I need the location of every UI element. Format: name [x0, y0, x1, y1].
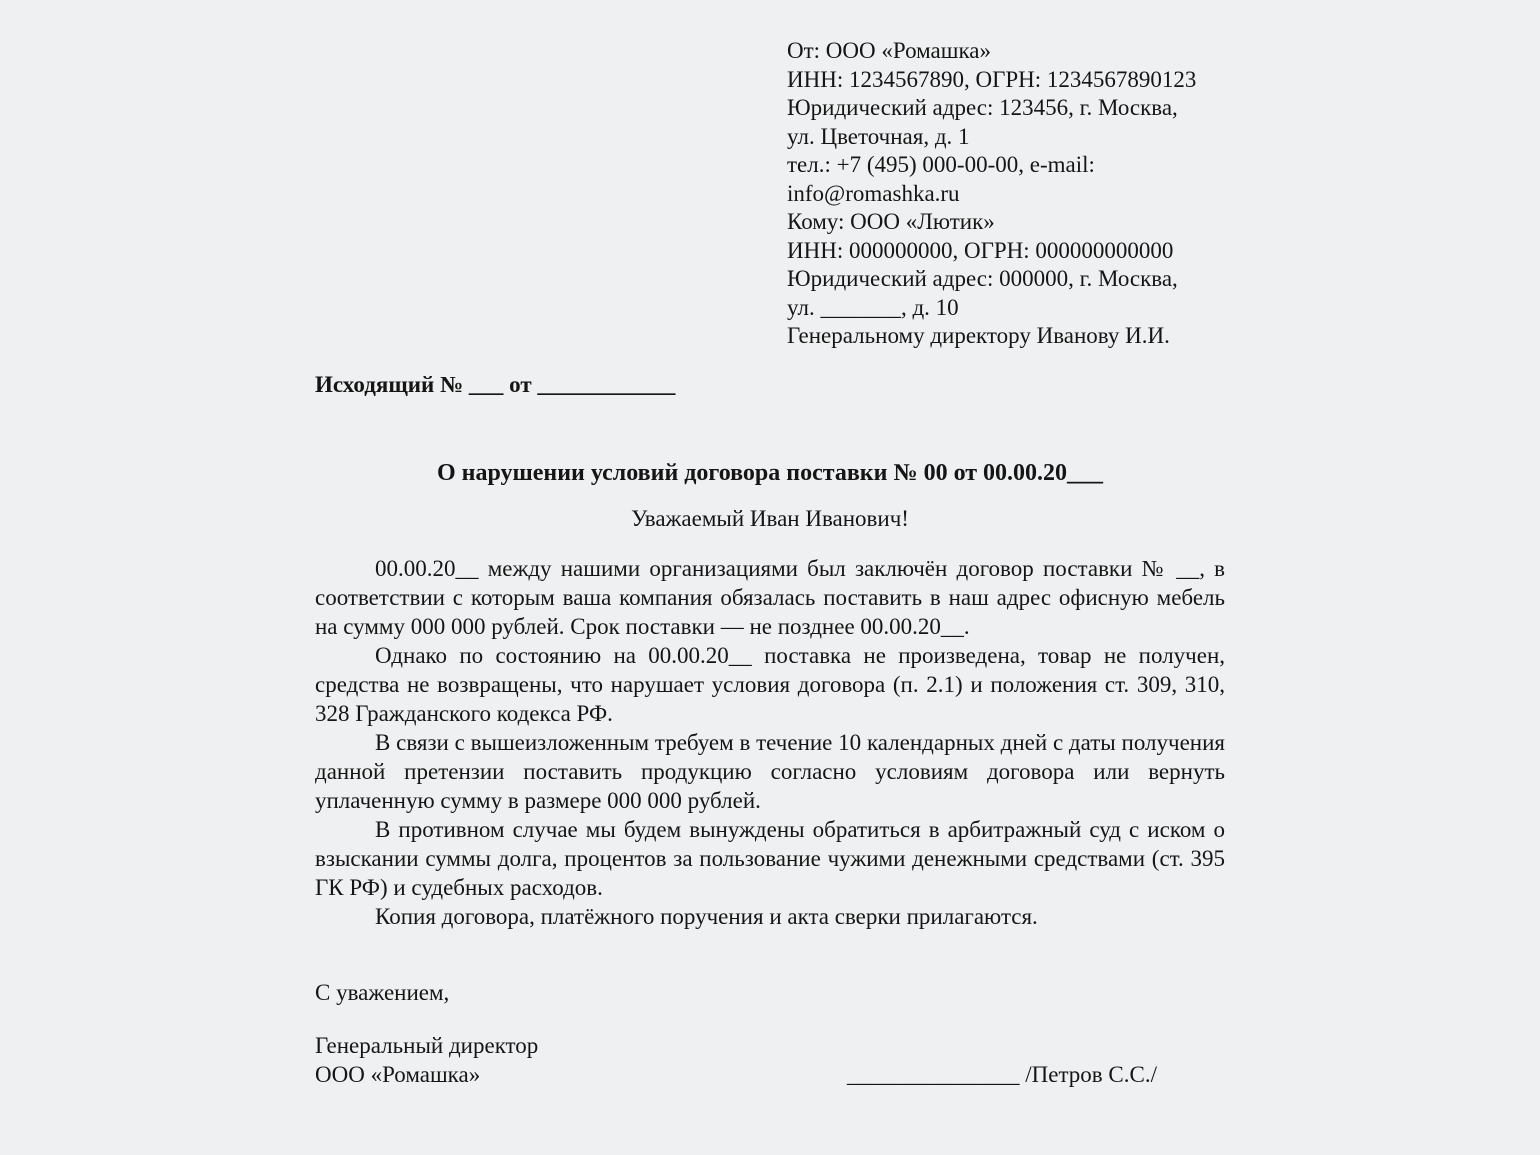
recipient-director: Генеральному директору Иванову И.И.: [787, 323, 1170, 348]
sender-phone-email: тел.: +7 (495) 000-00-00, e-mail:: [787, 152, 1095, 177]
letter-title: О нарушении условий договора поставки № 00 от 00.00.20___: [436, 460, 1104, 486]
paragraph-demand: В связи с вышеизложенным требуем в течение 10 календарных дней с даты получения данной претензии поставить продукцию согласно условиям договора или вернуть уплаченную сумму в размере 000 000 рублей.: [315, 729, 1225, 813]
salutation: Уважаемый Иван Иванович!: [631, 506, 909, 531]
sender-name: От: ООО «Ромашка»: [787, 38, 992, 63]
letter-body: [315, 554, 1225, 931]
signature-line: _______________: [847, 1061, 1020, 1087]
outgoing-number-line: Исходящий № ___ от ____________: [315, 371, 676, 397]
paragraph-contract: 00.00.20__ между нашими организациями был заключён договор поставки № __, в соответствии с которым ваша компания обязалась поставить в наш адрес офисную мебель на сумму 000 000 рублей. Срок поставки — не позднее 00.00.20__.: [315, 555, 1225, 639]
recipient-inn-ogrn: ИНН: 000000000, ОГРН: 000000000000: [787, 237, 1174, 263]
signature-block: [847, 1060, 1157, 1089]
signer-company: ООО «Ромашка»: [315, 1061, 481, 1087]
recipient-address-line2: ул. _______, д. 10: [787, 294, 959, 320]
sender-inn-ogrn: ИНН: 1234567890, ОГРН: 1234567890123: [787, 66, 1197, 92]
paragraph-attachments: Копия договора, платёжного поручения и акта сверки прилагаются.: [375, 903, 1038, 929]
sender-address-line2: ул. Цветочная, д. 1: [787, 123, 970, 149]
recipient-name: Кому: ООО «Лютик»: [787, 209, 995, 234]
requisites-block: [787, 0, 1225, 351]
signer-title: Генеральный директор: [315, 1032, 539, 1058]
paragraph-violation: Однако по состоянию на 00.00.20__ поставка не произведена, товар не получен, средства не возвращены, что нарушает условия договора (п. 2.1) и положения ст. 309, 310, 328 Гражданского кодекса РФ.: [315, 642, 1225, 726]
claim-letter: [315, 0, 1225, 1089]
recipient-address-line1: Юридический адрес: 000000, г. Москва,: [787, 266, 1178, 291]
signer-name: /Петров С.С./: [1025, 1061, 1157, 1087]
sender-address-line1: Юридический адрес: 123456, г. Москва,: [787, 95, 1178, 120]
signer-block: [315, 1031, 538, 1089]
sender-email: info@romashka.ru: [787, 180, 960, 206]
paragraph-court-warning: В противном случае мы будем вынуждены обратиться в арбитражный суд с иском о взыскании суммы долга, процентов за пользование чужими денежными средствами (ст. 395 ГК РФ) и судебных расходов.: [315, 816, 1225, 900]
regards-line: С уважением,: [315, 979, 450, 1005]
closing-row: [315, 1031, 1225, 1089]
